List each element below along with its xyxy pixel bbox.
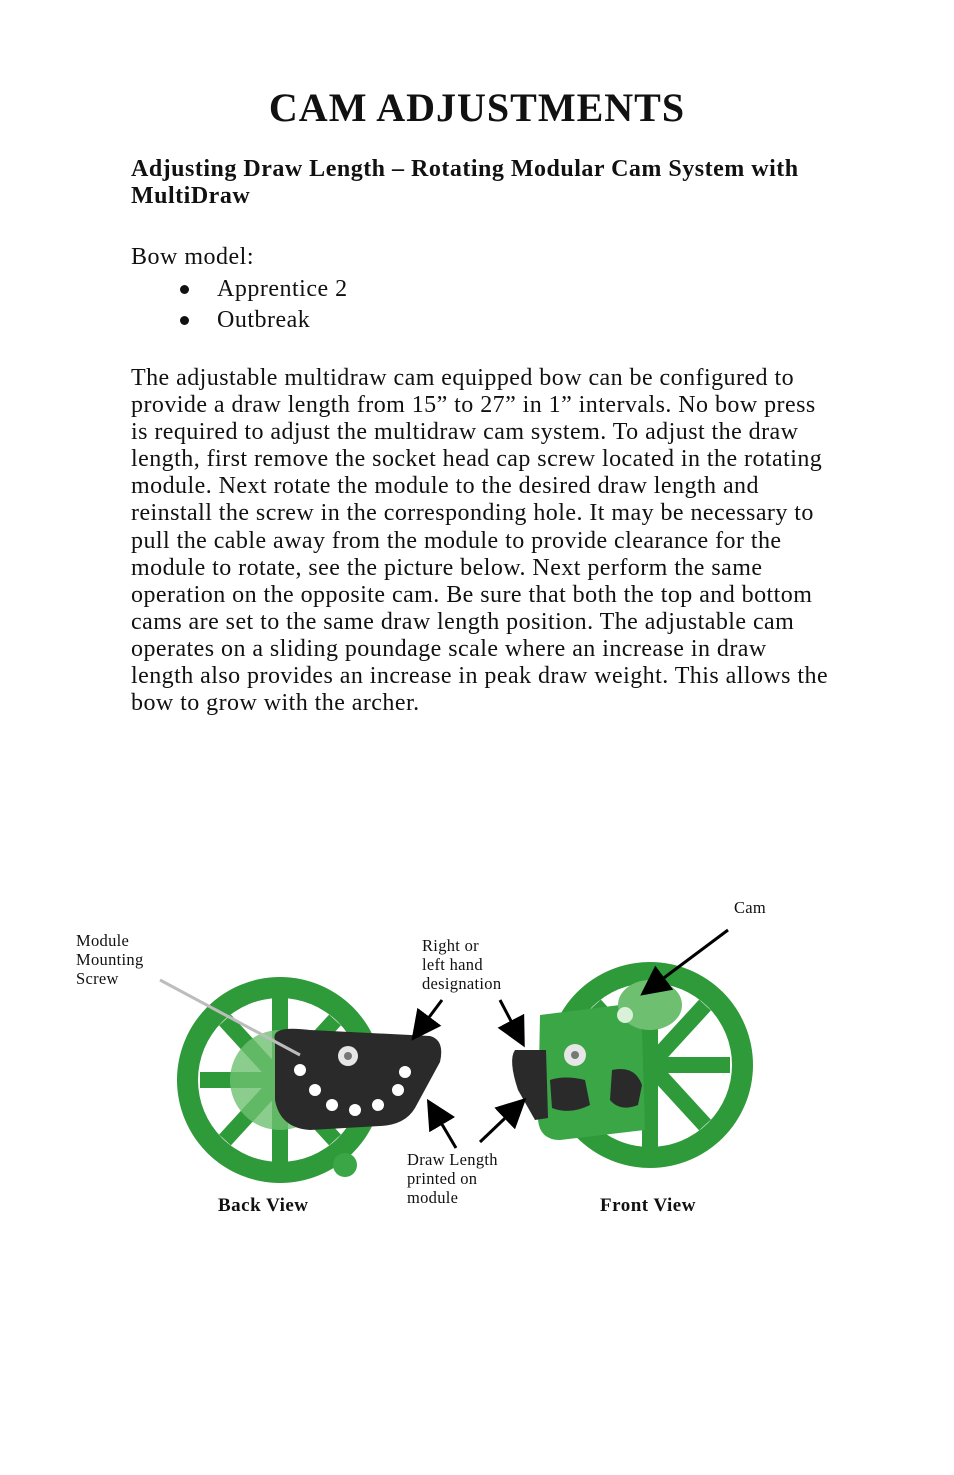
bullet-icon [180,316,189,325]
instructions-paragraph: The adjustable multidraw cam equipped bow can be configured to provide a draw length from 15” to 27” in 1” intervals. No bow press is required to adjust the multidraw cam system. To adjust the draw length, first remove the socket head cap screw located in the rotating module. Next rotate the module to the desired draw length and reinstall the screw in the corresponding hole. It may be necessary to pull the cable away from the module to provide clearance for the module to rotate, see the picture below. Next perform the same operation on the opposite cam. Be sure that both the top and bottom cams are set to the same draw length position. The adjustable cam operates on a sliding poundage scale where an increase in draw length also provides an increase in peak draw weight. This allows the bow to grow with the archer. [131,365,829,717]
hand-designation-arrow [500,1000,522,1042]
front-view-cam [512,962,753,1168]
list-item [180,305,348,336]
section-subtitle: Adjusting Draw Length – Rotating Modular Cam System with MultiDraw [131,156,799,209]
back-view-caption: Back View [218,1195,309,1216]
list-item [180,274,348,305]
front-view-caption: Front View [600,1195,696,1216]
bow-model-name: Apprentice 2 [217,276,348,302]
hand-designation-arrow [415,1000,442,1036]
cam-label: Cam [734,898,767,917]
bow-model-name: Outbreak [217,307,311,333]
page-title: CAM ADJUSTMENTS [268,85,686,130]
bow-model-label: Bow model: [131,244,254,270]
draw-length-arrow [480,1102,522,1142]
module-screw-label: Module Mounting Screw [76,931,144,988]
bow-model-list [180,274,348,336]
hand-designation-label: Right or left hand designation [422,936,502,993]
cam-figure [60,890,840,1230]
draw-length-label: Draw Length printed on module [407,1150,498,1207]
bullet-icon [180,285,189,294]
draw-length-arrow [430,1104,456,1148]
back-view-cam [177,977,441,1183]
